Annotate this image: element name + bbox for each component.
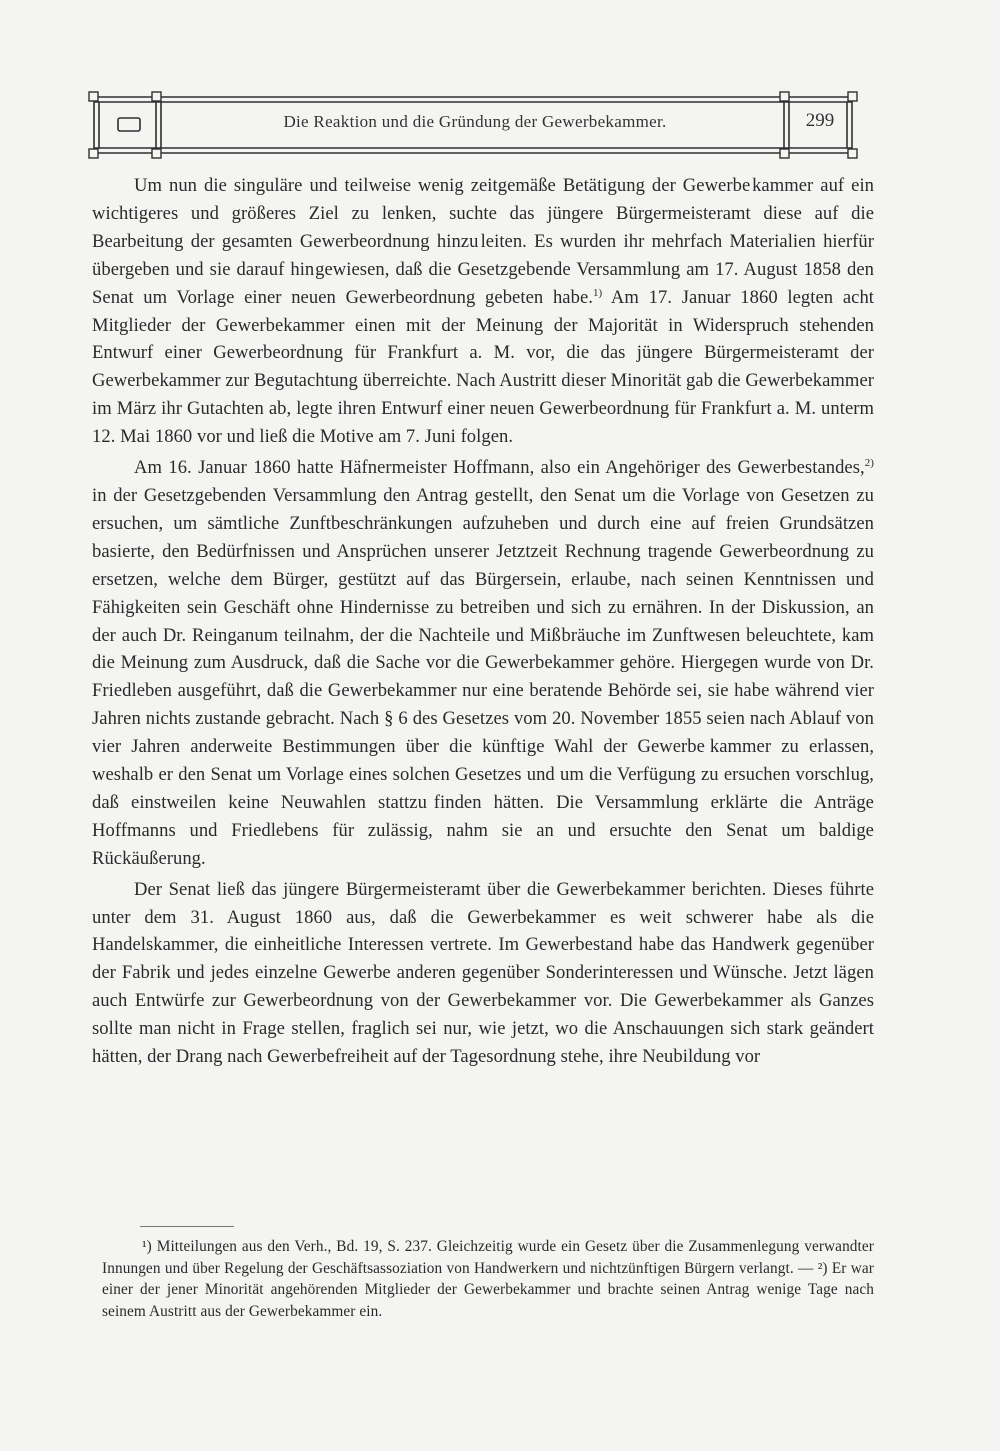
footnote-mark-1: ¹) [142, 1238, 152, 1255]
footnotes [102, 1236, 874, 1323]
footnote-text-2: Er war einer der jener Minorität angehörenden Mitglieder der Gewerbekammer und brachte seinen Antrag wenige Tage nach seinem Austritt aus der Gewerbekammer ein. [102, 1259, 874, 1321]
footnote-ref-1: 1) [592, 286, 603, 299]
page-number: 299 [805, 110, 835, 131]
paragraph-2: Am 16. Januar 1860 hatte Häfnermeister Hoffmann, also ein Angehöriger des Gewerbestandes,$^{2)}$ in der Gesetzgebenden Versammlung den Antrag gestellt, den Senat um die Vorlage von Gesetzen zu ersuchen, um sämtliche Zunftbeschränkungen aufzuheben und durch eine auf freien Grundsätzen basierte, den Bedürfnissen und Ansprüchen unserer Jetztzeit Rechnung tragende Gewerbeordnung zu ersetzen, welche dem Bürger, gestützt auf das Bürgersein, erlaube, nach seinen Kenntnissen und Fähigkeiten sein Geschäft ohne Hindernisse zu betreiben und sich zu ernähren. In der Diskussion, an der auch Dr. Reinganum teilnahm, der die Nachteile und Miß bräuche im Zunftwesen beleuchtete, kam die Meinung zum Ausdruck, daß die Sache vor die Gewerbekammer gehöre. Hiergegen wurde von Dr. Friedleben ausgeführt, daß die Gewerbekammer nur eine beratende Behörde sei, sie habe während vier Jahren nichts zustande gebracht. Nach § 6 des Gesetzes vom 20. November 1855 seien nach Ablauf von vier Jahren anderweite Bestimmungen über die künftige Wahl der Gewerbe kammer zu erlassen, weshalb er den Senat um Vorlage eines solchen Gesetzes und um die Verfügung zu ersuchen vorschlug, daß einstweilen keine Neuwahlen stattzu finden hätten. Die Versammlung erklärte die Anträge Hoffmanns und Friedlebens für zulässig, nahm sie an und ersuchte den Senat um baldige Rückäußerung. [92, 457, 875, 869]
footnote-text-1: Mitteilungen aus den Verh., Bd. 19, S. 237. Gleichzeitig wurde ein Gesetz über die Zusammenlegung verwandter Innungen und über Regelung der Geschäftsassoziation von Handwerkern und nichtzünftigen Bürgern verlangt. — [102, 1238, 874, 1277]
footnote-ref-2: 2) [864, 457, 874, 470]
footnote-divider [140, 1226, 234, 1227]
footnote-mark-2: ²) [817, 1259, 828, 1277]
footnote-1 [102, 1236, 874, 1323]
paragraph-3: Der Senat ließ das jüngere Bürgermeisteramt über die Gewerbekammer berichten. Dieses führte unter dem 31. August 1860 aus, daß die Gewerbekammer es weit schwerer habe als die Handelskammer, die einheitliche Interessen vertrete. Im Gewerbestand habe das Handwerk gegenüber der Fabrik und jedes einzelne Gewerbe anderen gegenüber Sonderinteressen und Wünsche. Jetzt lägen auch Entwürfe zur Gewerbeordnung von der Gewerbekammer vor. Die Gewerbekammer als Ganzes sollte man nicht in Frage stellen, fraglich sei nur, wie jetzt, wo die Anschauungen sich stark geändert hätten, der Drang nach Gewerbefreiheit auf der Tagesordnung stehe, ihre Neubildung vor [92, 878, 875, 1068]
running-head: Die Reaktion und die Gründung der Gewerbekammer. [283, 112, 667, 131]
paragraph-1: Um nun die singuläre und teilweise wenig zeitgemäße Betätigung der Gewerbe kammer auf ein wichtigeres und größeres Ziel zu lenken, suchte das jüngere Bürgermeisteramt diese auf die Bearbeitung der gesamten Gewerbeordnung hinzu leiten. Es wurden ihr mehrfach Materialien hierfür übergeben und sie darauf hin gewiesen, daß die Gesetzgebende Versammlung am 17. August 1858 den Senat um Vorlage einer neuen Gewerbeordnung gebeten habe.$^{1)}$ Am 17. Januar 1860 legten acht Mitglieder der Gewerbekammer einen mit der Meinung der Majorität in Widerspruch stehenden Entwurf einer Gewerbeordnung für Frankfurt a. M. vor, die das jüngere Bürgermeisteramt der Gewerbekammer zur Begutachtung überreichte. Nach Austritt dieser Minorität gab die Gewerbekammer im März ihr Gutachten ab, legte ihren Entwurf einer neuen Gewerbeordnung für Frankfurt a. M. unterm 12. Mai 1860 vor und ließ die Motive am 7. Juni folgen. [92, 175, 875, 448]
body-text [92, 172, 874, 1071]
